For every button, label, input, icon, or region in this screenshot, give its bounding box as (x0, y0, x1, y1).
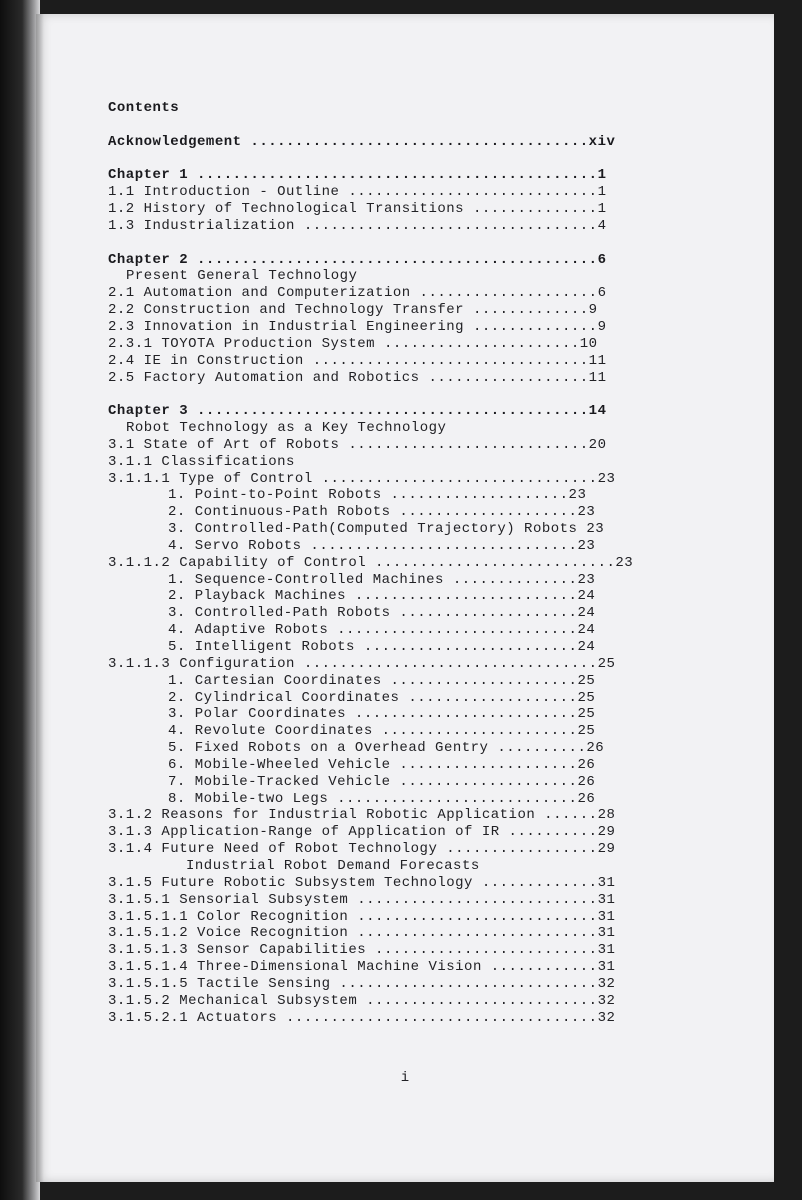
toc-entry: 1. Cartesian Coordinates .....................25 (168, 672, 596, 689)
toc-entry: 3.1.5.1.2 Voice Recognition ...........................31 (108, 925, 616, 942)
toc-entry: 3.1.4 Future Need of Robot Technology .................29 (108, 841, 616, 858)
toc-entry-list (108, 134, 708, 1027)
toc-entry: 3. Controlled-Path(Computed Trajectory) Robots 23 (168, 521, 605, 538)
toc-entry: 1. Point-to-Point Robots ....................23 (168, 487, 587, 504)
spacer (108, 386, 708, 403)
toc-entry: 1. Sequence-Controlled Machines ..............23 (168, 571, 596, 588)
toc-entry: 3.1.5.2 Mechanical Subsystem ..........................32 (108, 992, 616, 1009)
book-spine-shadow (0, 0, 40, 1200)
toc-entry: 3.1.1 Classifications (108, 453, 295, 470)
toc-entry: 2.4 IE in Construction ...............................11 (108, 352, 607, 369)
toc-entry: 3.1.5.1 Sensorial Subsystem ...........................31 (108, 891, 616, 908)
toc-entry: 3.1.5.1.4 Three-Dimensional Machine Vision ............31 (108, 959, 616, 976)
toc-entry: 2.3 Innovation in Industrial Engineering ..............9 (108, 318, 607, 335)
toc-entry: 3.1 State of Art of Robots ...........................20 (108, 436, 607, 453)
toc-entry: 3.1.1.1 Type of Control ...............................23 (108, 470, 616, 487)
toc-entry: 3.1.1.2 Capability of Control ...........................23 (108, 554, 634, 571)
toc-entry: 3.1.3 Application-Range of Application of IR ..........29 (108, 824, 616, 841)
toc-entry: 3.1.5.1.5 Tactile Sensing .............................32 (108, 975, 616, 992)
toc-entry: Industrial Robot Demand Forecasts (186, 857, 480, 874)
toc-entry: 5. Fixed Robots on a Overhead Gentry ..........26 (168, 740, 605, 757)
toc-entry: 2.3.1 TOYOTA Production System ......................10 (108, 335, 598, 352)
toc-entry: 8. Mobile-two Legs ...........................26 (168, 790, 596, 807)
toc-entry: 4. Revolute Coordinates ......................25 (168, 723, 596, 740)
toc-entry: Robot Technology as a Key Technology (126, 420, 447, 437)
toc-entry: 2. Continuous-Path Robots ....................23 (168, 504, 596, 521)
toc-entry: 5. Intelligent Robots ........................24 (168, 639, 596, 655)
toc-entry: 3. Polar Coordinates .........................25 (168, 706, 596, 723)
toc-chapter-entry: Chapter 1 .............................................1 (108, 167, 607, 184)
toc-entry: 2.1 Automation and Computerization ....................6 (108, 285, 607, 302)
toc-entry: 3.1.2 Reasons for Industrial Robotic Application ......28 (108, 807, 616, 824)
spacer (108, 117, 708, 134)
toc-entry: 3.1.5 Future Robotic Subsystem Technology .............31 (108, 874, 616, 891)
contents-heading: Contents (108, 100, 180, 116)
toc-entry: 3.1.5.1.3 Sensor Capabilities .........................31 (108, 942, 616, 959)
spacer (108, 235, 708, 252)
toc-entry: 6. Mobile-Wheeled Vehicle ....................26 (168, 756, 596, 773)
toc-entry: 3.1.5.2.1 Actuators ...................................32 (108, 1009, 616, 1026)
toc-entry: 4. Adaptive Robots ...........................24 (168, 622, 596, 639)
toc-entry: 7. Mobile-Tracked Vehicle ....................26 (168, 773, 596, 790)
toc-entry: Present General Technology (126, 268, 358, 285)
toc-chapter-entry: Chapter 2 .............................................6 (108, 251, 607, 268)
toc-chapter-entry: Acknowledgement ......................................xiv (108, 133, 616, 150)
table-of-contents (108, 100, 708, 1026)
toc-entry: 4. Servo Robots ..............................23 (168, 537, 596, 554)
page-number: i (400, 1070, 410, 1086)
spacer (108, 151, 708, 168)
toc-chapter-entry: Chapter 3 ............................................14 (108, 403, 607, 420)
toc-entry: 3. Controlled-Path Robots ....................24 (168, 605, 596, 622)
toc-entry: 2. Cylindrical Coordinates ...................25 (168, 689, 596, 706)
toc-entry: 1.1 Introduction - Outline ............................1 (108, 184, 607, 201)
page-gutter-shadow (36, 14, 44, 1182)
toc-entry: 2.5 Factory Automation and Robotics ..................11 (108, 369, 607, 386)
toc-entry: 2.2 Construction and Technology Transfer .............9 (108, 302, 598, 319)
toc-entry: 3.1.1.3 Configuration .................................25 (108, 655, 616, 672)
toc-entry: 3.1.5.1.1 Color Recognition ...........................31 (108, 908, 616, 925)
toc-entry: 1.2 History of Technological Transitions ..............1 (108, 201, 607, 218)
toc-entry: 1.3 Industrialization .................................4 (108, 217, 607, 234)
toc-entry: 2. Playback Machines .........................24 (168, 588, 596, 605)
